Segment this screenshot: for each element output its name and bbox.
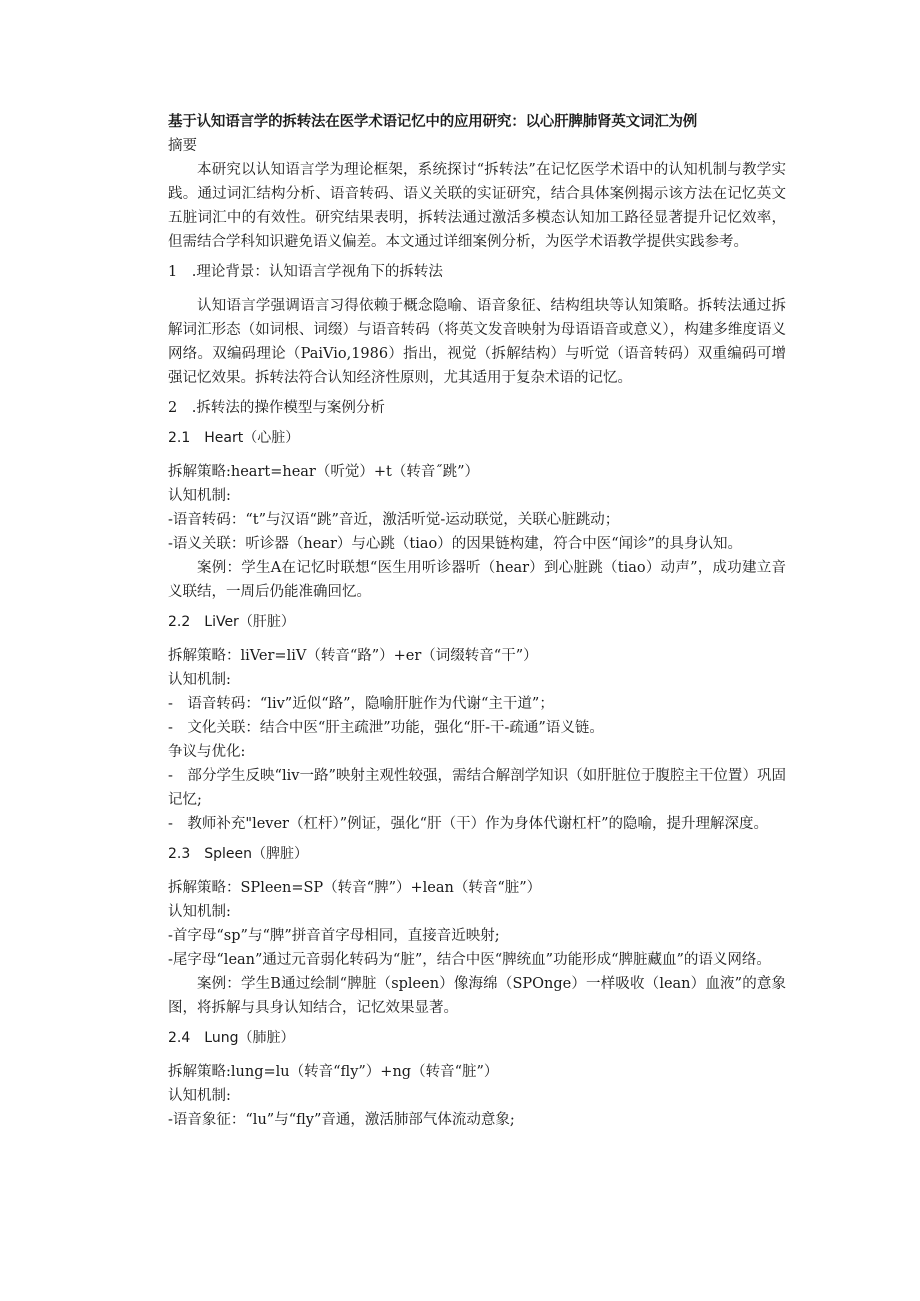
- heart-mechanism-1: -语音转码：“t”与汉语“跳”音近，激活听觉-运动联觉，关联心脏跳动；: [168, 512, 620, 528]
- spleen-strategy: 拆解策略：SPleen=SP（转音“脾”）+lean（转音“脏”）: [168, 880, 542, 896]
- liver-strategy: 拆解策略：liVer=liV（转音“路”）+er（词缀转音“干”）: [168, 648, 538, 664]
- lung-heading: 2.4 Lung（肺脏）: [168, 1030, 295, 1046]
- heart-mechanism-2: -语义关联：听诊器（hear）与心跳（tiao）的因果链构建，符合中医“闻诊”的具身认知。: [168, 536, 743, 552]
- liver-heading: 2.2 LiVer（肝脏）: [168, 614, 295, 630]
- lung-mechanism-label: 认知机制:: [168, 1088, 231, 1104]
- heart-strategy: 拆解策略:heart=hear（听觉）+t（转音˝跳”）: [168, 464, 479, 480]
- liver-debate-1: - 部分学生反映“liv一路”映射主观性较强，需结合解剖学知识（如肝脏位于腹腔主干位置）巩固记忆;: [168, 768, 786, 808]
- spleen-mechanism-2: -尾字母“lean”通过元音弱化转码为“脏”，结合中医“脾统血”功能形成“脾脏藏血”的语义网络。: [168, 952, 771, 968]
- spleen-case: 案例：学生B通过绘制“脾脏（spleen）像海绵（SPOnge）一样吸收（lean）血液”的意象图，将拆解与具身认知结合，记忆效果显著。: [168, 976, 786, 1016]
- liver-mechanism-1: - 语音转码：“liv”近似“路”，隐喻肝脏作为代谢“主干道”；: [168, 696, 554, 712]
- liver-debate-label: 争议与优化:: [168, 744, 246, 760]
- spleen-mechanism-label: 认知机制:: [168, 904, 231, 920]
- heart-mechanism-label: 认知机制:: [168, 488, 231, 504]
- abstract-text: 本研究以认知语言学为理论框架，系统探讨“拆转法”在记忆医学术语中的认知机制与教学实践。通过词汇结构分析、语音转码、语义关联的实证研究，结合具体案例揭示该方法在记忆英文五脏词汇中的有效性。研究结果表明，拆转法通过激活多模态认知加工路径显著提升记忆效率，但需结合学科知识避免语义偏差。本文通过详细案例分析，为医学术语教学提供实践参考。: [168, 162, 786, 250]
- section-1-heading: 1 .理论背景：认知语言学视角下的拆转法: [168, 264, 443, 280]
- lung-strategy: 拆解策略:lung=lu（转音“fly”）+ng（转音“脏”）: [168, 1064, 499, 1080]
- liver-mechanism-2: - 文化关联：结合中医“肝主疏泄”功能，强化“肝-干-疏通”语义链。: [168, 720, 604, 736]
- heart-heading: 2.1 Heart（心脏）: [168, 430, 300, 446]
- abstract-label: 摘要: [168, 138, 197, 154]
- document-page: [168, 110, 786, 1132]
- liver-debate-2: - 教师补充"lever（杠杆）”例证，强化“肝（干）作为身体代谢杠杆”的隐喻，提升理解深度。: [168, 816, 768, 832]
- heart-case: 案例：学生A在记忆时联想“医生用听诊器听（hear）到心脏跳（tiao）动声”，成功建立音义联结，一周后仍能准确回忆。: [168, 560, 786, 600]
- section-1-text: 认知语言学强调语言习得依赖于概念隐喻、语音象征、结构组块等认知策略。拆转法通过拆解词汇形态（如词根、词缀）与语音转码（将英文发音映射为母语语音或意义），构建多维度语义网络。双编码理论（PaiVio,1986）指出，视觉（拆解结构）与听觉（语音转码）双重编码可增强记忆效果。拆转法符合认知经济性原则，尤其适用于复杂术语的记忆。: [168, 298, 786, 386]
- document-title: 基于认知语言学的拆转法在医学术语记忆中的应用研究：以心肝脾肺肾英文词汇为例: [168, 114, 698, 130]
- liver-mechanism-label: 认知机制:: [168, 672, 231, 688]
- spleen-heading: 2.3 Spleen（脾脏）: [168, 846, 309, 862]
- section-2-heading: 2 .拆转法的操作模型与案例分析: [168, 400, 385, 416]
- lung-mechanism-1: -语音象征：“lu”与“fly”音通，激活肺部气体流动意象;: [168, 1112, 515, 1128]
- spleen-mechanism-1: -首字母“sp”与“脾”拼音首字母相同，直接音近映射;: [168, 928, 500, 944]
